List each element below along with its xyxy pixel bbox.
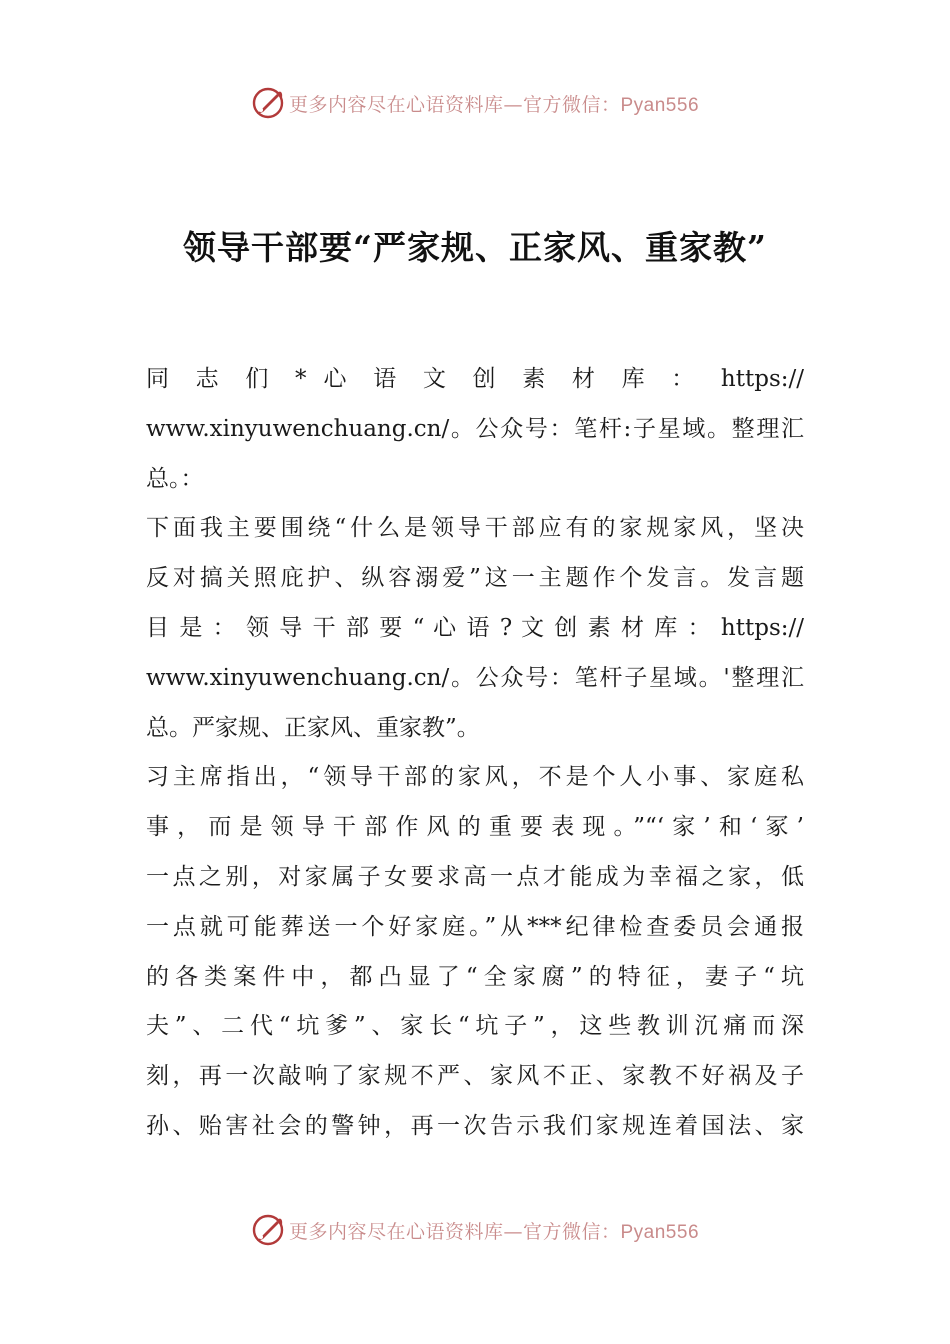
body-line: 的各类案件中，都凸显了“全家腐”的特征，妻子“坑 xyxy=(146,963,804,990)
banner-wechat-id: Pyan556 xyxy=(620,1221,700,1243)
body-line: 夫”、二代“坑爹”、家长“坑子”，这些教训沉痛而深 xyxy=(146,1013,804,1040)
body-line: 同 志 们 * 心 语 文 创 素 材 库 ： https:// xyxy=(146,366,804,392)
header-banner xyxy=(0,83,950,123)
quill-logo-icon xyxy=(251,86,285,120)
body-line: 一点之别，对家属子女要求高一点才能成为幸福之家，低 xyxy=(146,863,804,890)
body-line: 反对搞关照庇护、纵容溺爱”这一主题作个发言。发言题 xyxy=(146,565,804,592)
body-line: 总。严家规、正家风、重家教”。 xyxy=(146,714,480,741)
banner-text-cn: 更多内容尽在心语资料库—官方微信： xyxy=(288,93,621,116)
document-title: 领导干部要“严家规、正家风、重家教” xyxy=(183,228,767,267)
body-line: 刻，再一次敲响了家规不严、家风不正、家教不好祸及子 xyxy=(146,1063,804,1090)
footer-banner xyxy=(0,1210,950,1250)
body-line: 事，而是领导干部作风的重要表现。”“‘家’和‘冢’ xyxy=(146,814,804,841)
body-line: 目 是 ： 领 导 干 部 要 “ 心 语 ? 文 创 素 材 库 ： https:// xyxy=(146,614,804,641)
banner-text-cn: 更多内容尽在心语资料库—官方微信： xyxy=(288,1220,621,1243)
body-line: 总。： xyxy=(146,465,204,492)
body-line: 一点就可能葬送一个好家庭。”从***纪律检查委员会通报 xyxy=(146,913,804,940)
body-line: 下面我主要围绕“什么是领导干部应有的家规家风，坚决 xyxy=(146,515,804,542)
document-body xyxy=(146,355,804,1152)
body-line: www.xinyuwenchuang.cn/。公众号：笔杆子星域。'整理汇 xyxy=(146,664,804,691)
banner-text xyxy=(289,90,699,117)
banner-wechat-id: Pyan556 xyxy=(620,94,700,116)
body-line: 孙、贻害社会的警钟，再一次告示我们家规连着国法、家 xyxy=(146,1112,804,1139)
banner-text xyxy=(289,1217,699,1244)
body-line: www.xinyuwenchuang.cn/。公众号：笔杆:子星域。整理汇 xyxy=(146,415,804,442)
body-line: 习主席指出，“领导干部的家风，不是个人小事、家庭私 xyxy=(146,764,804,791)
quill-logo-icon xyxy=(251,1213,285,1247)
